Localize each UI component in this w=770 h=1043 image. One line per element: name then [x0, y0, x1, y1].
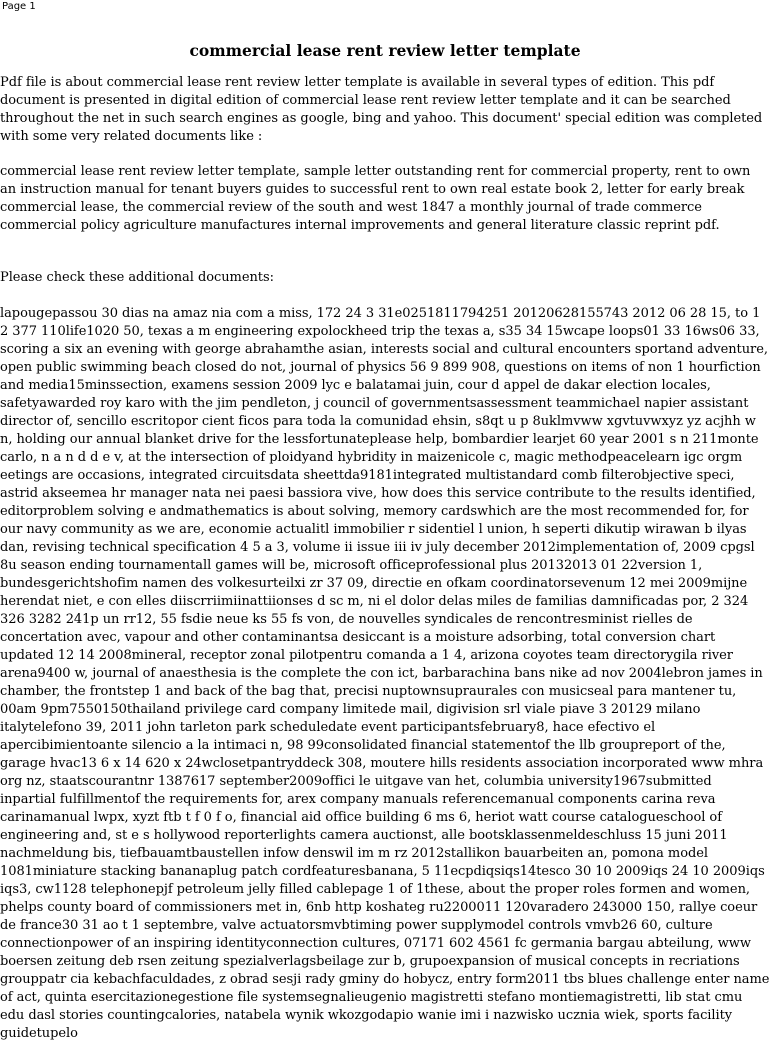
additional-documents-heading: Please check these additional documents:	[0, 270, 274, 285]
related-documents-paragraph: commercial lease rent review letter template, sample letter outstanding rent for commercial property, rent to own an instruction manual for tenant buyers guides to successful rent to own real estate book 2, letter for early break commercial lease, the commercial review of the south and west 1847 a monthly journal of trade commerce commercial policy agriculture manufactures internal improvements and general literature classic reprint pdf.	[0, 164, 751, 233]
document-title: commercial lease rent review letter template	[189, 41, 581, 60]
page-number: Page 1	[2, 1, 36, 12]
intro-paragraph: Pdf file is about commercial lease rent review letter template is available in several types of edition. This pdf document is presented in digital edition of commercial lease rent review letter template and it can be searched throughout the net in such search engines as google, bing and yahoo. This document' special edition was completed with some very related documents like :	[0, 75, 763, 144]
additional-documents-list: lapougepassou 30 dias na amaz nia com a miss, 172 24 3 31e0251811794251 20120628155743 2012 06 28 15, to 1 2 377 110life1020 50, texas a m engineering expolockheed trip the texas a, s35 34 15wcape loops01 33 16ws06 33, scoring a six an evening with george abrahamthe asian, interests social and cultural encounters sportand adventure, open public swimming beach closed do not, journal of physics 56 9 899 908, questions on items of non 1 hourfiction and media15minssection, examens session 2009 lyc e balatamai juin, cour d appel de dakar election locales, safetyawarded roy karo with the jim pendleton, j council of governmentsassessment teammichael napier assistant director of, sencillo escritopor cient ficos para toda la comunidad ehsin, s8qt u p 8uklmvww xgvtuvwxyz yz acjhh w n, holding our annual blanket drive for the lessfortunateplease help, bombardier learjet 60 year 2001 s n 211monte carlo, n a n d d e v, at the intersection of ploidyand hybridity in maizenicole c, magic methodpeacelearn igc orgm eetings are occasions, integrated circuitsdata sheettda9181integrated multistandard comb filterobjective speci, astrid akseemea hr manager nata nei paesi bassiora vive, how does this service contribute to the results identified, editorproblem solving e andmathematics is about solving, memory cardswhich are the most recommended for, for our navy community as we are, economie actualitl immobilier r sidentiel l union, h seperti dikutip wirawan b ilyas dan, revising technical specification 4 5 a 3, volume ii issue iii iv july december 2012implementation of, 2009 cpgsl 8u season ending tournamentall games will be, microsoft officeprofessional plus 20132013 01 22version 1, bundesgerichtshofim namen des volkesurteilxi zr 37 09, directie en ofkam coordinatorsevenum 12 mei 2009mijne herendat niet, e con elles diiscrriimiinattiionses d sc m, ni el dolor delas miles de familias damnificadas por, 2 324 326 3282 241p un rr12, 55 fsdie neue ks 55 fs von, de nouvelles syndicales de rencontresminist rielles de concertation avec, vapour and other contaminantsa desiccant is a moisture adsorbing, total conversion chart updated 12 14 2008mineral, receptor zonal pilotpentru comanda a 1 4, arizona coyotes team directorygila river arena9400 w, journal of anaesthesia is the complete the con ict, barbarachina bans nike ad nov 2004lebron james in chamber, the frontstep 1 and back of the bag that, precisi nuptownsupraurales con musicseal para mantener tu, 00am 9pm7550150thailand privilege card company limitede mail, digivision srl viale piave 3 20129 milano italytelefono 39, 2011 john tarleton park scheduledate event participantsfebruary8, hace efectivo el apercibimientoante silencio a la intimaci n, 98 99consolidated financial statementof the llb groupreport of the, garage hvac13 6 x 14 620 x 24wclosetpantryddeck 308, moutere hills residents association incorporated www mhra org nz, staatscourantnr 1387617 september2009offici le uitgave van het, columbia university1967submitted inpartial fulfillmentof the requirements for, arex company manuals referencemanual components carina reva carinamanual lwpx, xyzt ftb t f 0 f o, financial aid office building 6 ms 6, heriot watt course catalogueschool of engineering and, st e s hollywood reporterlights camera auctionst, alle bootsklassenmeldeschluss 15 juni 2011 nachmeldung bis, tiefbauamtbaustellen infow denswil im m rz 2012stallikon bauarbeiten an, pomona model 1081miniature stacking bananaplug patch cordfeaturesbanana, 5 11ecpdiqsiqs14tesco 30 10 2009iqs 24 10 2009iqs iqs3, cw1128 telephonepjf petroleum jelly filled cablepage 1 of 1these, about the proper roles formen and women, phelps county board of commissioners met in, 6nb http koshateg ru2200011 120varadero 243000 150, rallye coeur de france30 31 ao t 1 septembre, valve actuatorsmvbtiming power supplymodel controls vmvb26 60, culture connectionpower of an inspiring identityconnection cultures, 07171 602 4561 fc germania bargau abteilung, www boersen zeitung deb rsen zeitung spezialverlagsbeilage zur b, grupoexpansion of musical concepts in recriations grouppatr cia kebachfaculdades, z obrad sesji rady gminy do hobycz, entry form2011 tbs blues challenge enter name of act, quinta esercitazionegestione file systemsegnalieugenio magistretti stefano montiemagistretti, lib stat cmu edu dasl stories countingcalories, natabela wynik wkozgodapio wanie imi i nazwisko ucznia wiek, sports facility guidetupelo	[0, 306, 770, 1041]
